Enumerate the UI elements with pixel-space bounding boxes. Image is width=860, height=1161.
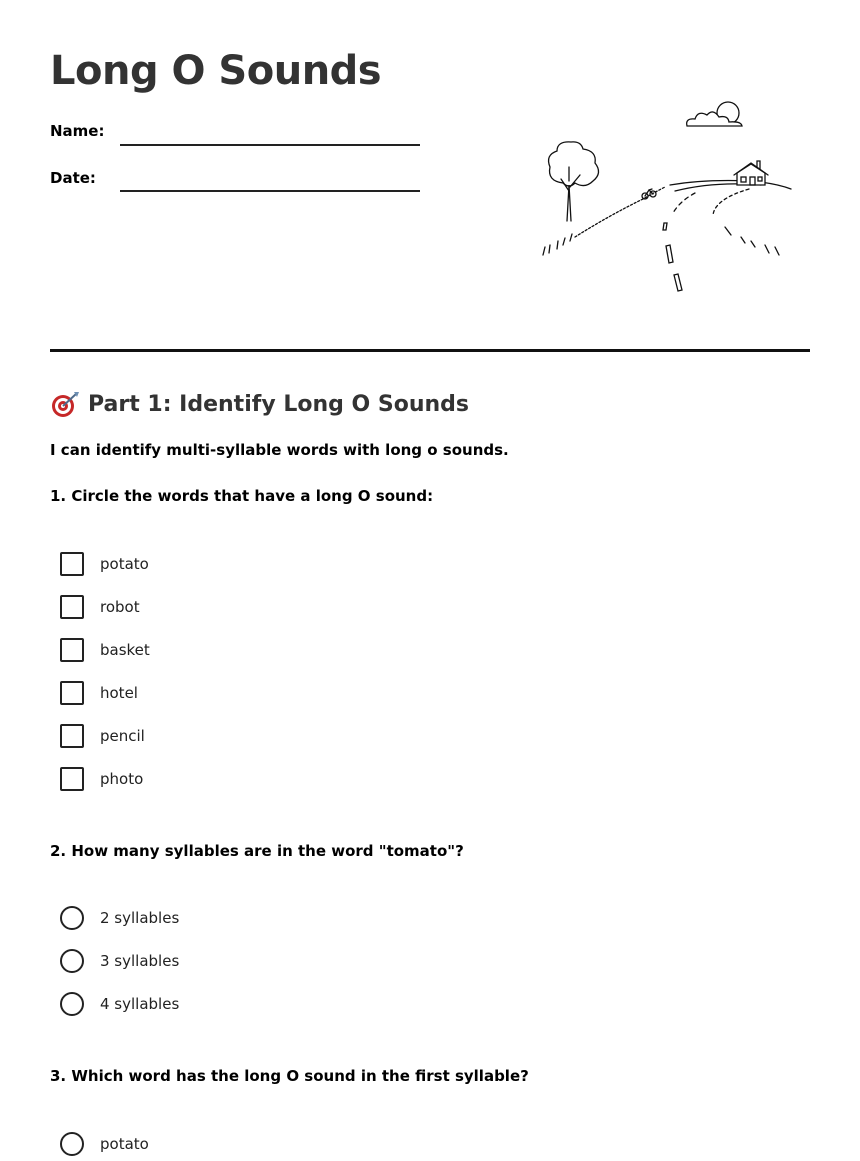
checkbox[interactable] [60,552,84,576]
name-field[interactable] [120,144,420,146]
q1-option-hotel[interactable] [60,681,138,705]
option-label: potato [100,1135,149,1153]
option-label: 4 syllables [100,995,180,1013]
q1-option-pencil[interactable] [60,724,145,748]
question-2: 2. How many syllables are in the word "tomato"? [50,842,464,860]
date-label: Date: [50,169,96,187]
q3-option-potato[interactable] [60,1132,149,1156]
radio-button[interactable] [60,1132,84,1156]
q1-option-basket[interactable] [60,638,150,662]
section-divider [50,349,810,352]
option-label: 2 syllables [100,909,180,927]
q1-option-photo[interactable] [60,767,143,791]
target-dart-icon [50,390,80,418]
option-label: robot [100,598,140,616]
checkbox[interactable] [60,595,84,619]
part1-heading [50,390,469,418]
checkbox[interactable] [60,767,84,791]
option-label: basket [100,641,150,659]
radio-button[interactable] [60,992,84,1016]
option-label: potato [100,555,149,573]
option-label: hotel [100,684,138,702]
option-label: pencil [100,727,145,745]
q1-option-potato[interactable] [60,552,149,576]
option-label: photo [100,770,144,788]
question-1: 1. Circle the words that have a long O sound: [50,487,434,505]
checkbox[interactable] [60,724,84,748]
radio-button[interactable] [60,949,84,973]
date-field[interactable] [120,190,420,192]
q2-option-4[interactable] [60,992,179,1016]
radio-button[interactable] [60,906,84,930]
checkbox[interactable] [60,638,84,662]
name-label: Name: [50,122,105,140]
page-title: Long O Sounds [50,48,382,94]
option-label: 3 syllables [100,952,180,970]
road-landscape-drawing [535,95,800,300]
q2-option-3[interactable] [60,949,179,973]
q1-option-robot[interactable] [60,595,140,619]
learning-objective: I can identify multi-syllable words with long o sounds. [50,441,509,459]
q2-option-2[interactable] [60,906,179,930]
question-3: 3. Which word has the long O sound in the first syllable? [50,1067,529,1085]
part1-title: Part 1: Identify Long O Sounds [88,391,470,417]
checkbox[interactable] [60,681,84,705]
